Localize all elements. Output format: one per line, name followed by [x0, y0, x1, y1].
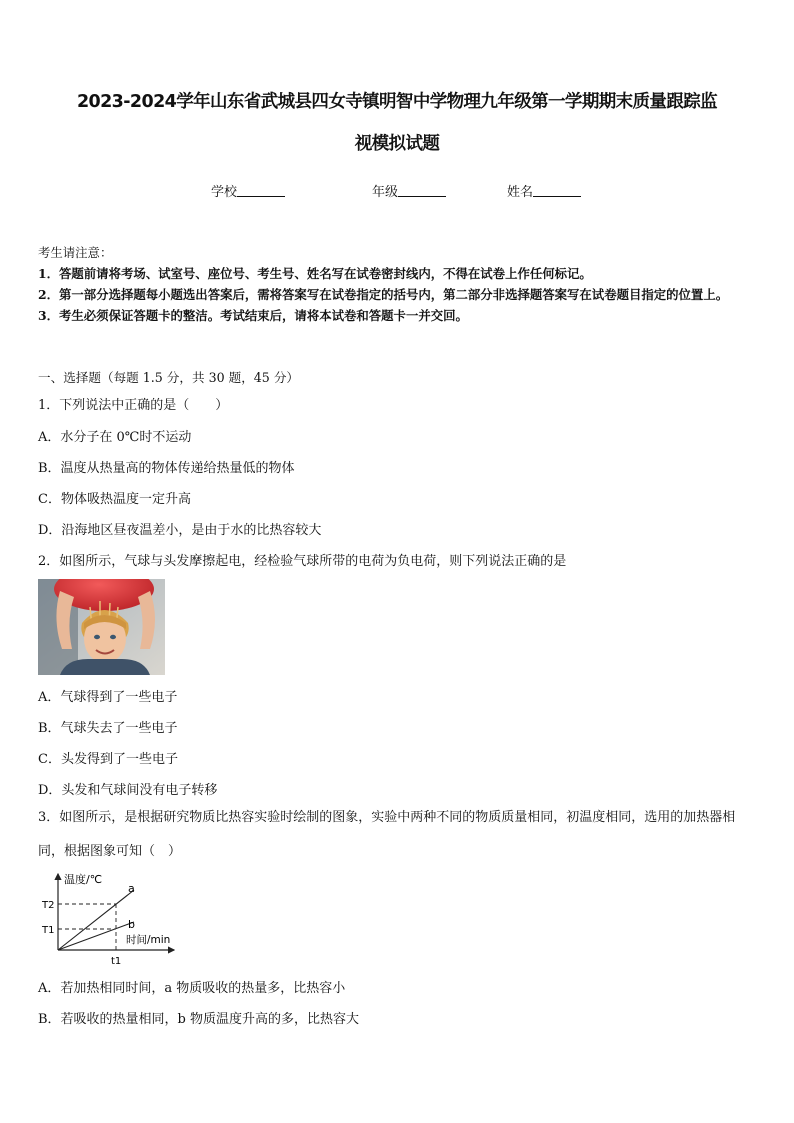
- grade-label: 年级: [372, 185, 399, 200]
- option-b: B．若吸收的热量相同，b 物质温度升高的多，比热容大: [38, 1012, 360, 1027]
- line-a: [58, 890, 134, 950]
- name-blank[interactable]: [533, 184, 581, 197]
- option-a: A．气球得到了一些电子: [38, 690, 178, 705]
- time-label: t1: [111, 956, 122, 967]
- name-field: [507, 181, 581, 200]
- line-b-label: b: [128, 918, 135, 931]
- school-field: [211, 181, 285, 200]
- exam-title-line2: 视模拟试题: [354, 134, 440, 154]
- line-b: [58, 922, 134, 950]
- line-a-label: a: [128, 882, 135, 895]
- temperature-time-graph: [38, 868, 182, 968]
- notice-item: 1．答题前请将考场、试室号、座位号、考生号、姓名写在试卷密封线内，不得在试卷上作任何标记。: [38, 266, 592, 281]
- option-b: B．气球失去了一些电子: [38, 721, 178, 736]
- candidate-notice: [38, 242, 758, 326]
- school-blank[interactable]: [237, 184, 285, 197]
- option-d: D．沿海地区昼夜温差小，是由于水的比热容较大: [38, 523, 322, 538]
- t1-label: T1: [42, 925, 55, 936]
- exam-title-line1: 2023-2024学年山东省武城县四女寺镇明智中学物理九年级第一学期期末质量跟踪监: [76, 92, 718, 112]
- option-a: A．若加热相同时间，a 物质吸收的热量多，比热容小: [38, 981, 346, 996]
- boy-with-balloon-image: [38, 579, 165, 675]
- notice-item: 2．第一部分选择题每小题选出答案后，需将答案写在试卷指定的括号内，第二部分非选择题答案写在试卷题目指定的位置上。: [38, 287, 729, 302]
- t2-label: T2: [42, 900, 55, 911]
- school-label: 学校: [211, 185, 238, 200]
- option-a: A．水分子在 0℃时不运动: [38, 430, 192, 445]
- question-stem: 2．如图所示，气球与头发摩擦起电，经检验气球所带的电荷为负电荷，则下列说法正确的是: [38, 554, 567, 569]
- option-b: B．温度从热量高的物体传递给热量低的物体: [38, 461, 295, 476]
- question-stem: 3．如图所示，是根据研究物质比热容实验时绘制的图象，实验中两种不同的物质质量相同，初温度相同，选用的加热器相同，根据图象可知（ ）: [38, 810, 736, 859]
- option-c: C．头发得到了一些电子: [38, 752, 178, 767]
- x-axis-label: 时间/min: [126, 934, 171, 946]
- section-heading: 一、选择题（每题 1.5 分，共 30 题，45 分）: [38, 370, 300, 385]
- option-d: D．头发和气球间没有电子转移: [38, 783, 218, 798]
- question-stem: 1．下列说法中正确的是（ ）: [38, 398, 229, 413]
- grade-blank[interactable]: [398, 184, 446, 197]
- balloon-hair-photo: [38, 579, 165, 675]
- option-c: C．物体吸热温度一定升高: [38, 492, 191, 507]
- notice-heading: 考生请注意：: [38, 245, 113, 260]
- y-axis-label: 温度/℃: [64, 873, 103, 886]
- name-label: 姓名: [507, 185, 534, 200]
- notice-item: 3．考生必须保证答题卡的整洁。考试结束后，请将本试卷和答题卡一并交回。: [38, 308, 468, 323]
- grade-field: [372, 181, 446, 200]
